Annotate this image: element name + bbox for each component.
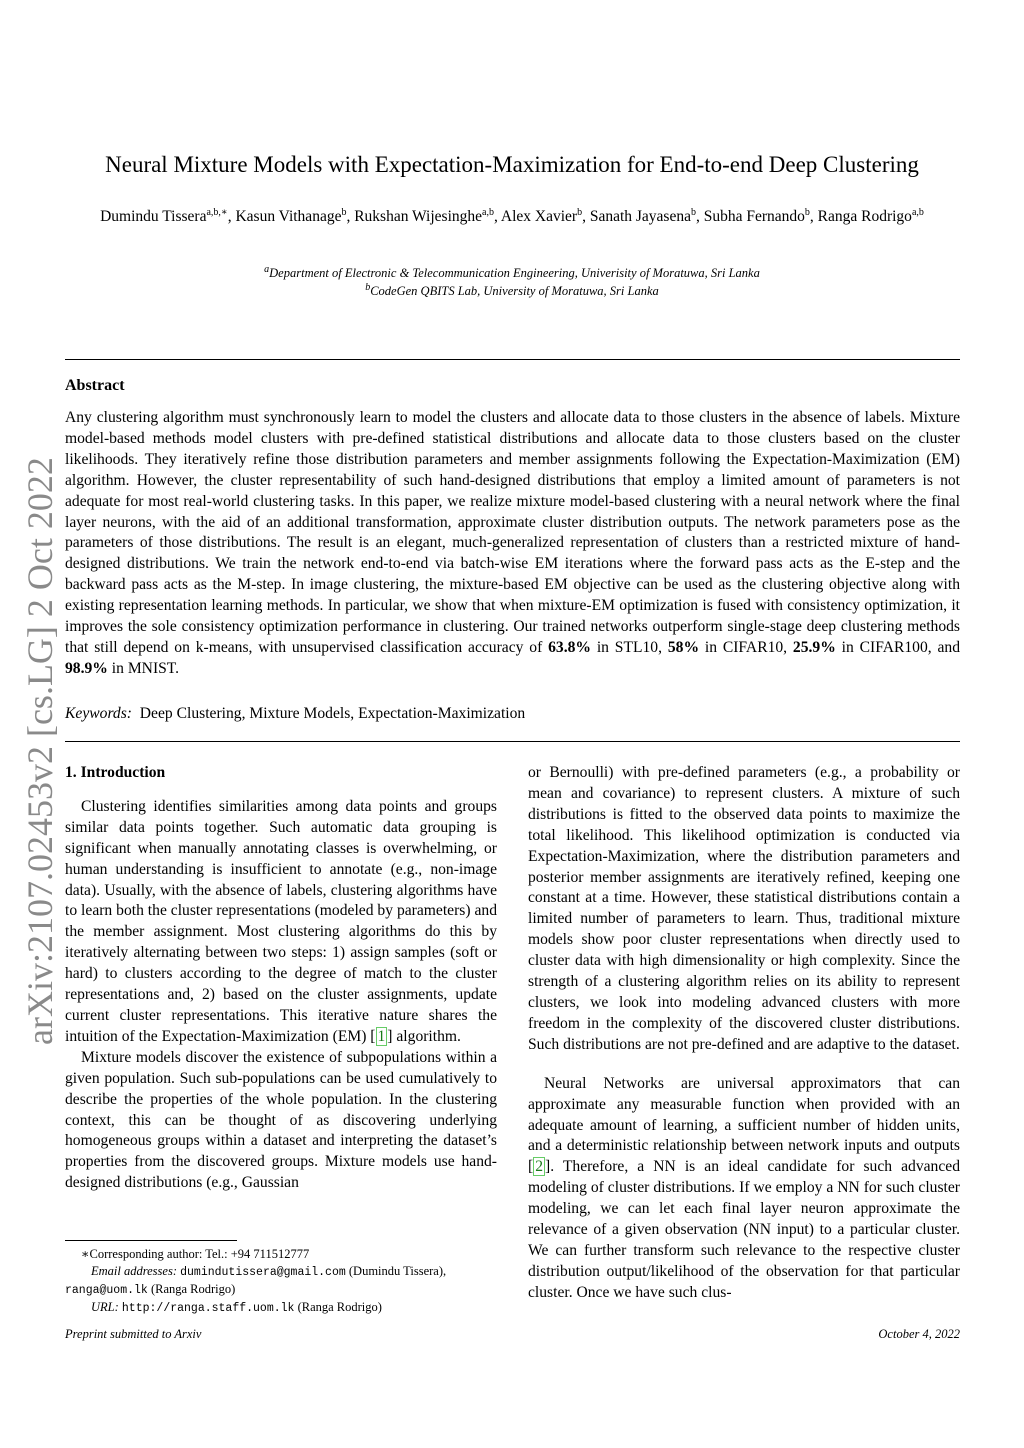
right-column — [528, 763, 960, 1304]
intro-paragraph-2: Mixture models discover the existence of subpopulations within a given population. Such sub-populations can be used cumulatively to describe the properties of the whole population. In the clustering context, this can be thought of as discovering underlying homogeneous groups within a dataset and interpreting the dataset’s properties from the discovered groups. Mixture models use hand-designed distributions (e.g., Gaussian — [65, 1048, 497, 1192]
paragraph-text: Clustering identifies similarities among data points and groups similar data points together. Such automatic data grouping is significant when manually annotating classes is overwhelming, or human understanding is insufficient to annotate (e.g., non-image data). Usually, with the absence of labels, clustering algorithms have to learn both the cluster representations (modeled by parameters) and the member assignment. Most clustering algorithms do this by iteratively alternating between two steps: 1) assign samples (soft or hard) to clusters according to the degree of match to the cluster representations and, 2) based on the cluster assignments, update current cluster representations. This iterative nature shares the intuition of the Expectation-Maximization (EM) [ — [65, 797, 497, 1045]
paragraph-text: ]. Therefore, a NN is an ideal candidate for such advanced modeling of cluster distributions. If we employ a NN for such cluster modeling, we can let each final layer neuron approximate the relevance of a given observation (NN input) to a particular cluster. We can further transform such relevance to the respective cluster distribution output/likelihood of the observation for that particular cluster. Once we have such clus- — [528, 1158, 960, 1301]
author-affil-mark: a,b — [911, 206, 924, 218]
intro-paragraph-3: or Bernoulli) with pre-defined parameters (e.g., a probability or mean and covariance) to represent clusters. A mixture of such distributions is fitted to the observed data points to maximize the total likelihood. This likelihood optimization is conducted via Expectation-Maximization, where the distribution parameters and posterior member assignments are iteratively refined, keeping one constant at a time. However, these statistical distributions contain a limited number of parameters to learn. Thus, traditional mixture models show poor cluster representations when directly used to cluster data with high dimensionality or high complexity. Since the strength of a clustering algorithm relies on its ability to represent clusters, we look into modeling advanced clusters with more freedom in the complexity of the discovered cluster distributions. Such distributions are not pre-defined and are adaptive to the dataset. — [528, 764, 960, 1053]
email-link[interactable]: dumindutissera@gmail.com — [180, 1266, 346, 1279]
acc-cifar10: 58% — [667, 638, 700, 656]
paper-title: Neural Mixture Models with Expectation-Maximization for End-to-end Deep Clustering — [105, 152, 919, 177]
citation-link[interactable]: 2 — [535, 1158, 543, 1176]
author-list: Dumindu Tissera$^{a,b,∗}$, Kasun Vithanage$^b$, Rukshan Wijesinghe$^{a,b}$, Alex Xavier$^b$, Sanath Jayasena$^b$, Subha Fernando$^b$, Ranga Rodrigo$^{a,b}$ — [100, 206, 924, 225]
url-link[interactable]: http://ranga.staff.uom.lk — [121, 1302, 295, 1315]
affiliation-a — [0, 265, 1024, 282]
intro-paragraph-4 — [528, 1074, 960, 1304]
author-name: Rukshan Wijesinghe — [354, 208, 483, 225]
email-footnote — [65, 1263, 497, 1299]
keywords-label: Keywords: — [65, 705, 132, 722]
affiliation-b — [0, 283, 1024, 300]
author-affil-mark: a,b — [482, 206, 494, 218]
affiliation-mark: a — [264, 263, 270, 275]
abstract-body — [65, 408, 960, 680]
email-link[interactable]: ranga@uom.lk — [65, 1284, 148, 1297]
email-label: Email addresses: — [91, 1264, 177, 1278]
author-name: Subha Fernando — [703, 208, 805, 225]
email-owner: (Ranga Rodrigo) — [147, 1282, 236, 1296]
url-label: URL: — [91, 1300, 119, 1314]
paragraph-text: Neural Networks are universal approximators that can approximate any measurable function when provided with an adequate amount of learning, a sufficient number of hidden units, and a deterministic relationship between network inputs and outputs [ — [528, 1074, 960, 1176]
author-affil-mark: b — [690, 206, 696, 218]
abstract-text-mnist: in MNIST. — [107, 659, 180, 677]
acc-mnist: 98.9% — [65, 659, 108, 677]
keywords — [65, 705, 525, 723]
footer-date: October 4, 2022 — [878, 1327, 960, 1341]
author-affil-mark: a,b,∗ — [206, 206, 228, 218]
acc-cifar100: 25.9% — [792, 638, 836, 656]
author-name: Ranga Rodrigo — [817, 208, 912, 225]
corresponding-author: ∗Corresponding author: Tel.: +94 711512777 — [81, 1247, 310, 1261]
affiliation-text: Department of Electronic & Telecommunication Engineering, Univerisity of Moratuwa, Sri Lanka — [269, 266, 760, 280]
section-heading-introduction: 1. Introduction — [65, 764, 166, 781]
author-name: Kasun Vithanage — [235, 208, 342, 225]
citation-link[interactable]: 1 — [377, 1027, 386, 1045]
abstract-text-cifar10: in CIFAR10, — [699, 638, 793, 656]
arxiv-sidebar-id: arXiv:2107.02453v2 [cs.LG] 2 Oct 2022 — [20, 457, 60, 1045]
acc-stl10: 63.8% — [548, 638, 591, 656]
author-name: Dumindu Tissera — [100, 208, 207, 225]
email-owner: (Dumindu Tissera), — [345, 1264, 447, 1278]
abstract-text-stl10: in STL10, — [591, 638, 668, 656]
author-affil-mark: b — [341, 206, 347, 218]
footnote-divider — [65, 1240, 237, 1241]
keywords-text: Deep Clustering, Mixture Models, Expectation-Maximization — [139, 705, 526, 722]
intro-paragraph-1 — [65, 797, 497, 1048]
author-name: Alex Xavier — [500, 208, 578, 225]
author-affil-mark: b — [577, 206, 583, 218]
affiliation-mark: b — [365, 281, 371, 293]
footnotes — [65, 1246, 497, 1317]
left-column — [65, 763, 497, 1194]
url-owner: (Ranga Rodrigo) — [294, 1300, 382, 1314]
footer-preprint: Preprint submitted to Arxiv — [65, 1327, 202, 1341]
abstract-text-cifar100: in CIFAR100, and — [835, 638, 961, 656]
top-divider — [65, 359, 960, 360]
abstract-text: Any clustering algorithm must synchronously learn to model the clusters and allocate data to those clusters in the absence of labels. Mixture model-based methods model clusters with pre-defined statistical distributions and allocate data to those clusters based on the cluster likelihoods. They iteratively refine those distribution parameters and member assignments following the Expectation-Maximization (EM) algorithm. However, the cluster representability of such hand-designed distributions that employ a limited amount of parameters is not adequate for most real-world clustering tasks. In this paper, we realize mixture model-based clustering with a neural network where the final layer neurons, with the aid of an additional transformation, approximate cluster distribution outputs. The network parameters pose as the parameters of those distributions. The result is an elegant, much-generalized representation of clusters than a restricted mixture of hand-designed distributions. We train the network end-to-end via batch-wise EM iterations where the forward pass acts as the E-step and the backward pass acts as the M-step. In image clustering, the mixture-based EM objective can be used as the clustering objective along with existing representation learning methods. In particular, we show that when mixture-EM optimization is fused with consistency optimization, it improves the sole consistency optimization performance in clustering. Our trained networks outperform single-stage deep clustering methods that still depend on k-means, with unsupervised classification accuracy of — [65, 409, 960, 656]
author-name: Sanath Jayasena — [589, 208, 691, 225]
abstract-heading: Abstract — [65, 377, 125, 394]
affiliation-text: CodeGen QBITS Lab, University of Moratuwa, Sri Lanka — [370, 284, 659, 298]
url-footnote — [65, 1299, 497, 1317]
paragraph-text: ] algorithm. — [387, 1027, 461, 1045]
abstract-divider — [65, 741, 960, 742]
author-affil-mark: b — [804, 206, 810, 218]
